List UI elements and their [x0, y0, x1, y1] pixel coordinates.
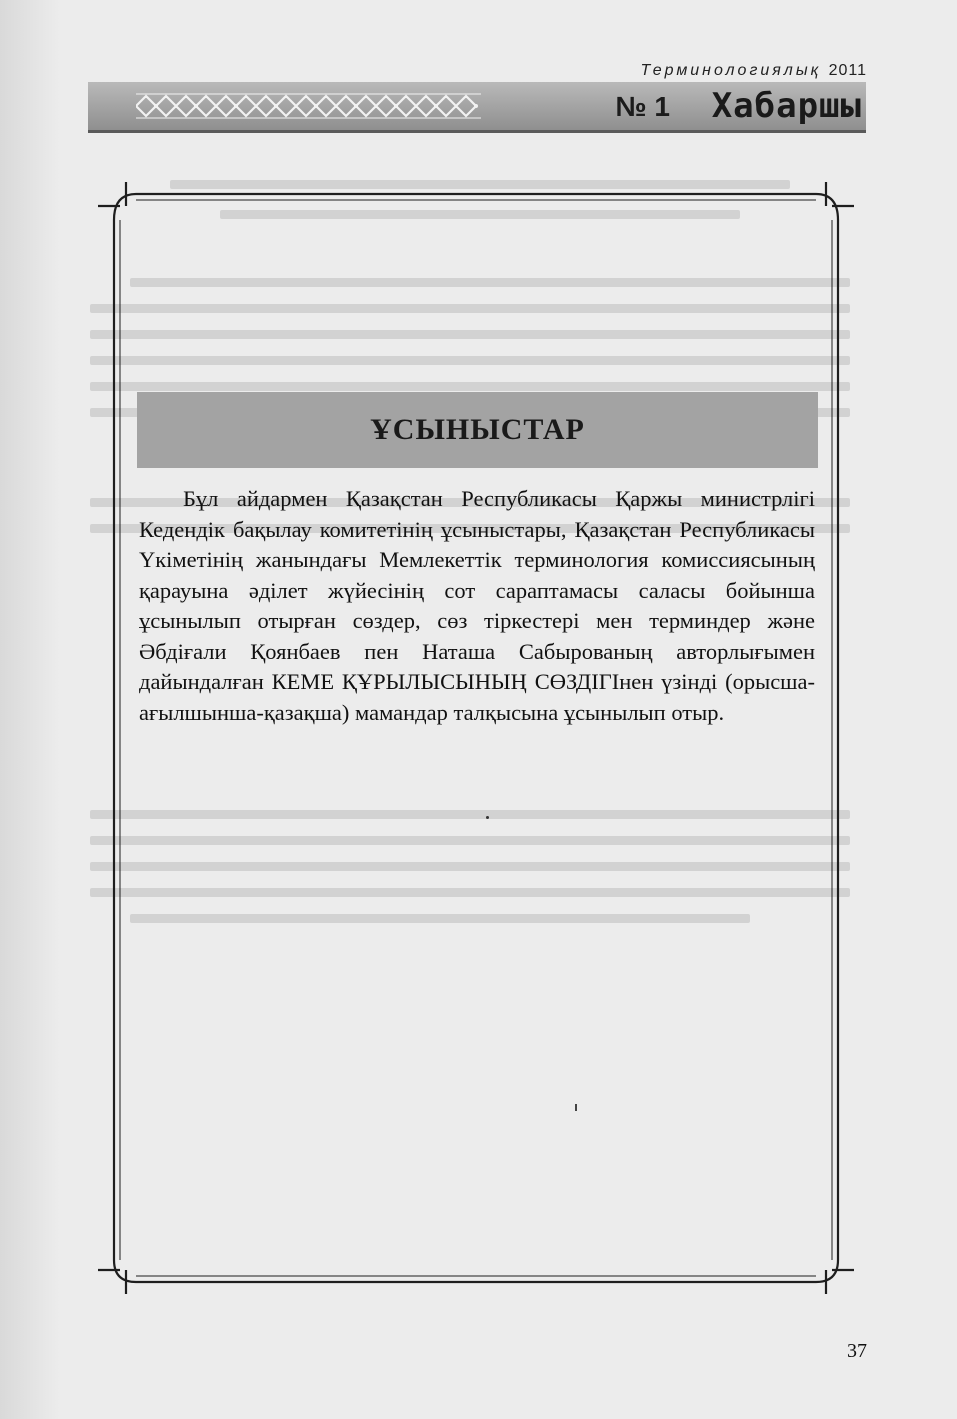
journal-name: Терминологиялық [640, 62, 822, 79]
scan-speck [575, 1104, 577, 1111]
content-frame [96, 160, 856, 1330]
section-body-text: Бұл айдармен Қазақстан Республикасы Қаржы министрлігі Кедендік бақылау комитетінің ұсыныстары, Қазақстан Республикасы Үкіметінің жанындағы Мемлекеттік терминология комиссиясының қарауына әділет жүйесінің сот сараптамасы саласы бойынша ұсынылып отырған сөздер, сөз тіркестері мен терминдер және Әбдіғали Қоянбаев пен Наташа Сабырованың авторлығымен дайындалған КЕМЕ ҚҰРЫЛЫСЫНЫҢ СӨЗДІГІнен үзінді (орысша-ағылшынша-қазақша) мамандар талқысына ұсынылып отыр. [139, 486, 815, 725]
journal-year: 2011 [828, 62, 867, 79]
header-banner [88, 82, 866, 133]
page-number: 37 [847, 1340, 867, 1362]
section-title: ҰСЫНЫСТАР [370, 413, 585, 446]
journal-title [640, 62, 867, 80]
page-edge-shadow [0, 0, 60, 1419]
section-title-bar [137, 392, 818, 468]
frame-corner-icon [96, 160, 856, 1330]
herald-title: Хабаршы [711, 86, 862, 126]
scan-speck [486, 816, 489, 819]
ornament-pattern-icon [136, 90, 481, 122]
issue-number: № 1 [615, 91, 670, 122]
